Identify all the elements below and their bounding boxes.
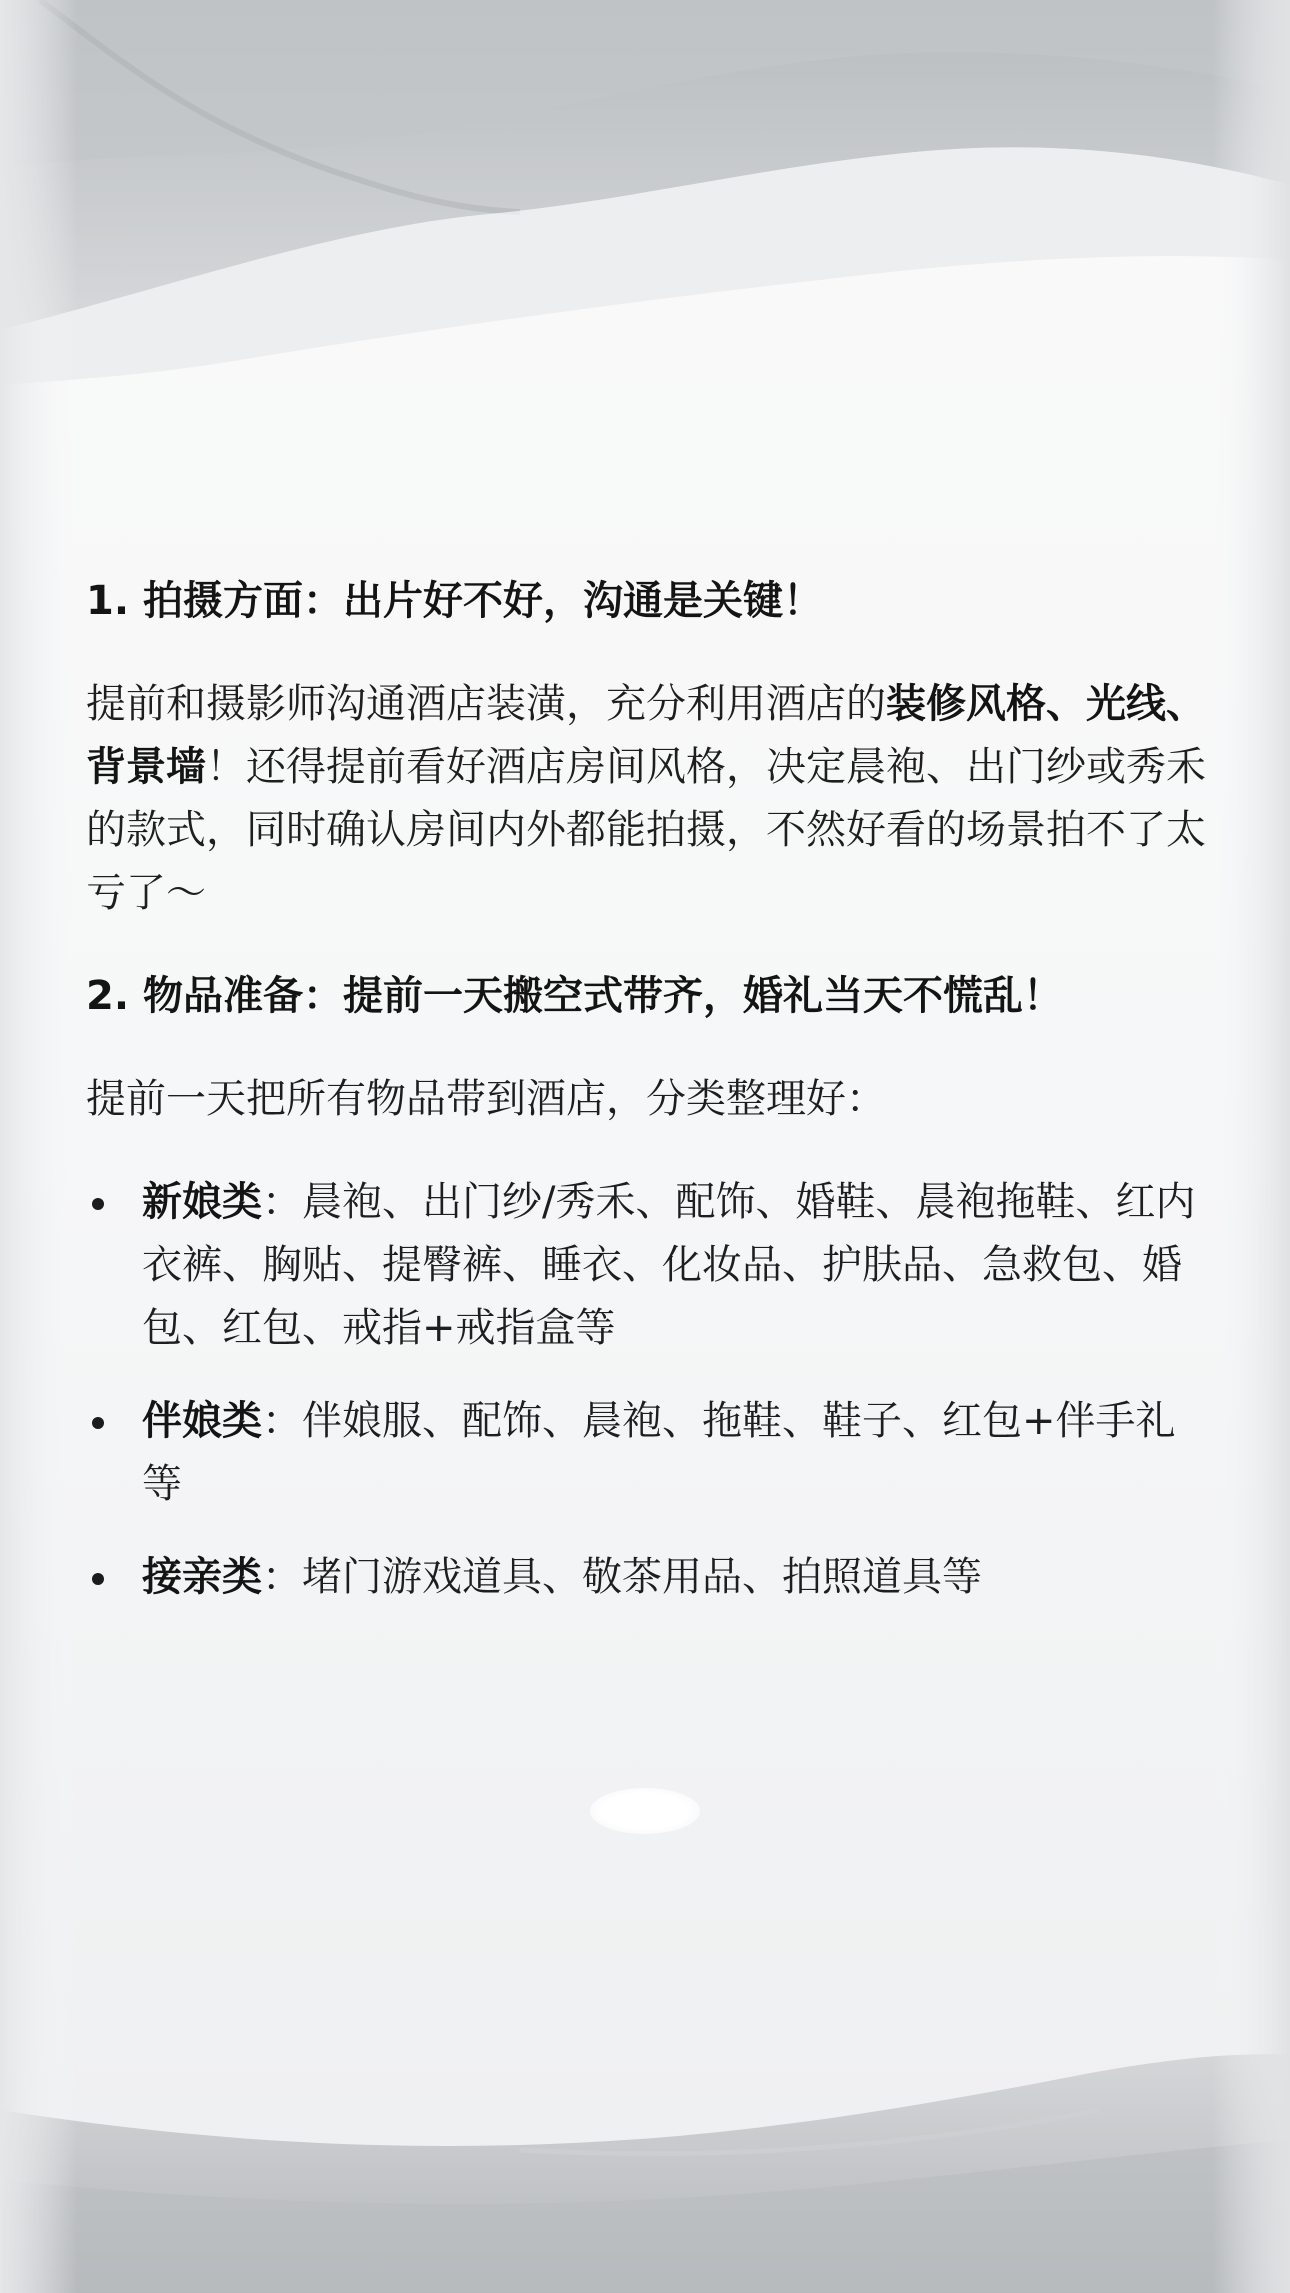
paragraph-text: ！还得提前看好酒店房间风格，决定晨袍、出门纱或秀禾的款式，同时确认房间内外都能拍摄，不然好看的场景拍不了太亏了～ xyxy=(86,744,1206,916)
list-item xyxy=(86,1390,1206,1516)
list-item-term: 伴娘类 xyxy=(142,1398,262,1444)
items-intro-paragraph: 提前一天把所有物品带到酒店，分类整理好： xyxy=(86,1076,886,1122)
list-item-text: ：堵门游戏道具、敬茶用品、拍照道具等 xyxy=(262,1554,982,1600)
list-item xyxy=(86,1171,1206,1360)
section-heading-photography: 1. 拍摄方面：出片好不好，沟通是关键！ xyxy=(86,578,823,624)
list-item-term: 新娘类 xyxy=(142,1179,262,1225)
section-heading-items: 2. 物品准备：提前一天搬空式带齐，婚礼当天不慌乱！ xyxy=(86,973,1063,1019)
list-item-text: ：伴娘服、配饰、晨袍、拖鞋、鞋子、红包+伴手礼等 xyxy=(142,1398,1176,1507)
article-content xyxy=(86,570,1206,1639)
paragraph-bold-text: 装修风格、光线、背景墙 xyxy=(86,681,1206,790)
bullet-icon xyxy=(92,1198,104,1210)
list-item xyxy=(86,1546,1206,1609)
list-item-term: 接亲类 xyxy=(142,1554,262,1600)
items-list xyxy=(86,1171,1206,1609)
photography-paragraph xyxy=(86,673,1206,925)
paragraph-text: 提前和摄影师沟通酒店装潢，充分利用酒店的 xyxy=(86,681,886,727)
bullet-icon xyxy=(92,1573,104,1585)
bullet-icon xyxy=(92,1417,104,1429)
light-glare xyxy=(590,1788,700,1834)
list-item-text: ：晨袍、出门纱/秀禾、配饰、婚鞋、晨袍拖鞋、红内衣裤、胸贴、提臀裤、睡衣、化妆品、护肤品、急救包、婚包、红包、戒指+戒指盒等 xyxy=(142,1179,1196,1351)
